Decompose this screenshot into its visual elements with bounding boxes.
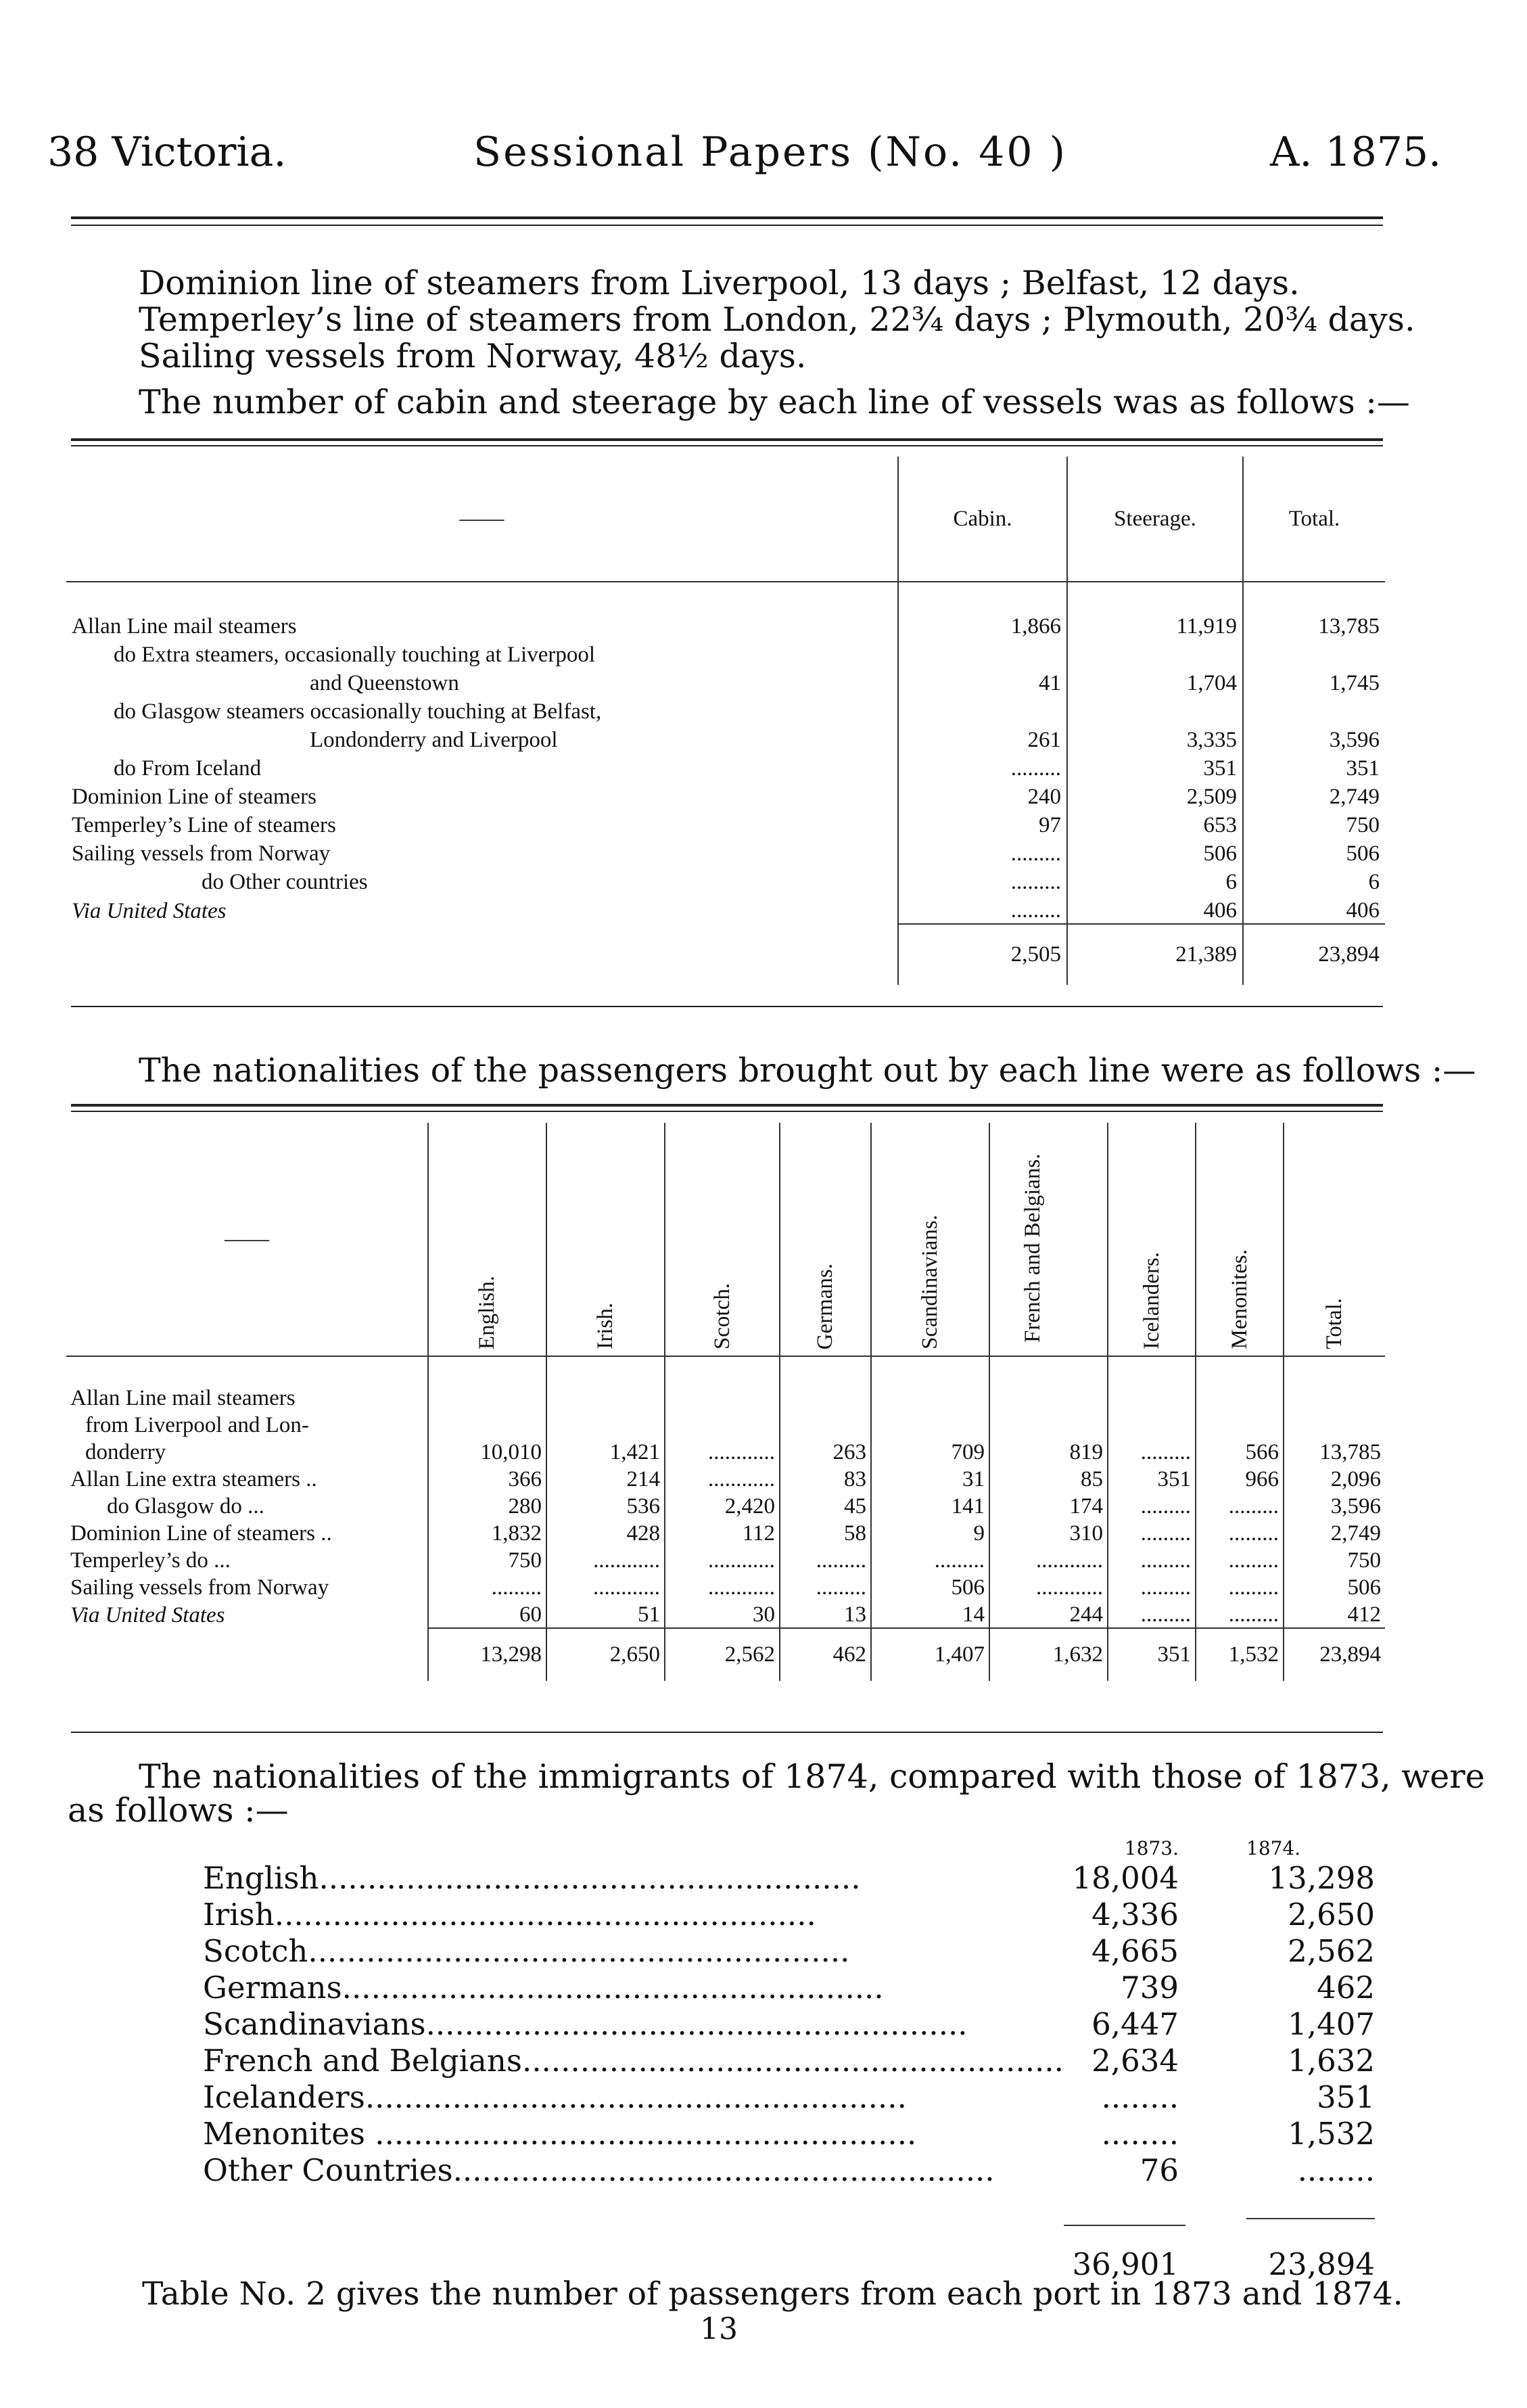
table2-dash: —— xyxy=(225,1226,269,1251)
value-1874: 13,298 xyxy=(1268,1859,1375,1896)
cell: 1,832 xyxy=(428,1519,546,1546)
row-label: and Queenstown xyxy=(310,671,459,695)
table2-top-rule-thin xyxy=(71,1111,1383,1112)
cell: ......... xyxy=(1108,1492,1196,1519)
cell: 966 xyxy=(1196,1465,1284,1492)
comparison-table xyxy=(203,1823,1375,2282)
steerage-cell: 3,335 xyxy=(1067,724,1243,753)
table-row xyxy=(66,1411,1385,1438)
comparison-intro-cont: as follows :— xyxy=(68,1791,289,1830)
table-row xyxy=(66,696,1385,724)
value-1874: 462 xyxy=(1317,1969,1375,2006)
cell: ......... xyxy=(1196,1519,1284,1546)
table-row xyxy=(203,2079,1375,2115)
value-1874: ........ xyxy=(1297,2152,1375,2188)
nationality-table xyxy=(66,1123,1385,1681)
cell: 9 xyxy=(871,1519,989,1546)
cabin-cell xyxy=(898,696,1067,724)
cell: 214 xyxy=(546,1465,665,1492)
total-cell: 1,407 xyxy=(871,1628,989,1681)
page-number: 13 xyxy=(700,2312,738,2346)
cell: 85 xyxy=(989,1465,1108,1492)
value-1874: 1,632 xyxy=(1288,2042,1375,2079)
row-label: donderry xyxy=(85,1440,166,1464)
row-label: Via United States xyxy=(70,1603,225,1627)
totals-row xyxy=(66,924,1385,985)
total-1873: 36,901 xyxy=(1072,2246,1179,2282)
table-row xyxy=(203,1932,1375,1969)
cell: 506 xyxy=(871,1573,989,1600)
cabin-cell: ......... xyxy=(898,895,1067,924)
cell: ......... xyxy=(1196,1600,1284,1628)
cell: 750 xyxy=(1284,1546,1385,1573)
total-cell: 1,632 xyxy=(989,1628,1108,1681)
table-row xyxy=(203,1896,1375,1932)
cell: 174 xyxy=(989,1492,1108,1519)
header-center: Sessional Papers (No. 40 ) xyxy=(473,129,1068,176)
intro-line-3: Sailing vessels from Norway, 48½ days. xyxy=(139,337,807,375)
table-row xyxy=(66,639,1385,668)
value-1873: 4,336 xyxy=(1091,1896,1179,1932)
cell: 709 xyxy=(871,1438,989,1465)
row-label: Temperley’s Line of steamers xyxy=(72,813,336,837)
cell: 31 xyxy=(871,1465,989,1492)
cell: ............ xyxy=(665,1465,780,1492)
table2-top-rule xyxy=(71,1104,1383,1107)
cell: 60 xyxy=(428,1600,546,1628)
cell: 428 xyxy=(546,1519,665,1546)
cell: 45 xyxy=(780,1492,871,1519)
cabin-cell: 240 xyxy=(898,781,1067,810)
header-total: Total. xyxy=(1322,1298,1346,1349)
table-row xyxy=(203,2042,1375,2079)
total-cell xyxy=(1243,696,1385,724)
cabin-total: 2,505 xyxy=(898,924,1067,985)
cabin-cell xyxy=(898,639,1067,668)
total-cell: 351 xyxy=(1243,753,1385,781)
value-1874: 351 xyxy=(1317,2079,1375,2115)
intro-line-2: Temperley’s line of steamers from London, 22¾ days ; Plymouth, 20¾ days. xyxy=(139,300,1415,339)
header-right: A. 1875. xyxy=(1270,129,1442,176)
cell: ............ xyxy=(665,1438,780,1465)
value-1873: ........ xyxy=(1101,2079,1179,2115)
cell: 13,785 xyxy=(1284,1438,1385,1465)
table-row xyxy=(66,1438,1385,1465)
cell: 506 xyxy=(1284,1573,1385,1600)
total-cell: 2,650 xyxy=(546,1628,665,1681)
comparison-intro: The nationalities of the immigrants of 1874, compared with those of 1873, were xyxy=(139,1757,1485,1796)
table-row xyxy=(203,2006,1375,2042)
total-cell: 462 xyxy=(780,1628,871,1681)
cabin-cell: ......... xyxy=(898,866,1067,895)
header-english: English. xyxy=(475,1275,499,1349)
cabin-cell: ......... xyxy=(898,838,1067,866)
cell: ......... xyxy=(1196,1573,1284,1600)
cell: 750 xyxy=(428,1546,546,1573)
table-row xyxy=(203,2152,1375,2188)
row-label: Londonderry and Liverpool xyxy=(310,728,558,752)
total-cell: 3,596 xyxy=(1243,724,1385,753)
cell: 30 xyxy=(665,1600,780,1628)
row-label: do Glasgow do ... xyxy=(107,1494,264,1519)
cell: 280 xyxy=(428,1492,546,1519)
value-1874: 2,650 xyxy=(1288,1896,1375,1932)
cell: ............ xyxy=(989,1573,1108,1600)
table1-dash: —— xyxy=(459,506,504,531)
table-row xyxy=(66,668,1385,696)
table-row xyxy=(66,1492,1385,1519)
header-steerage: Steerage. xyxy=(1067,457,1243,582)
table-row xyxy=(66,1465,1385,1492)
cell: 51 xyxy=(546,1600,665,1628)
row-label: do Glasgow steamers occasionally touching at Belfast, xyxy=(114,699,602,724)
cell: 351 xyxy=(1108,1465,1196,1492)
table-row xyxy=(66,895,1385,924)
header-irish: Irish. xyxy=(593,1303,617,1349)
row-label: Via United States xyxy=(72,899,227,923)
table1-top-rule-thin xyxy=(71,445,1383,446)
row-label: French and Belgians........................................................ xyxy=(203,2042,1064,2079)
header-french-belgians: French and Belgians. xyxy=(1020,1153,1045,1343)
value-1874: 1,532 xyxy=(1288,2115,1375,2152)
table-row xyxy=(66,1573,1385,1600)
nationality-intro: The nationalities of the passengers brought out by each line were as follows :— xyxy=(139,1051,1476,1090)
value-1873: 18,004 xyxy=(1072,1859,1179,1896)
value-1874: 2,562 xyxy=(1288,1932,1375,1969)
row-label: Other Countries........................................................ xyxy=(203,2152,995,2188)
total-cell: 23,894 xyxy=(1284,1628,1385,1681)
cell: ......... xyxy=(1108,1546,1196,1573)
cabin-cell: 97 xyxy=(898,810,1067,838)
cell: ............ xyxy=(546,1546,665,1573)
table-row xyxy=(66,866,1385,895)
row-label: do From Iceland xyxy=(114,756,262,781)
header-total: Total. xyxy=(1243,457,1385,582)
total-cell: 406 xyxy=(1243,895,1385,924)
cell: 244 xyxy=(989,1600,1108,1628)
totals-row xyxy=(66,1628,1385,1681)
total-cell: 13,298 xyxy=(428,1628,546,1681)
table-row xyxy=(66,611,1385,639)
value-1873: 6,447 xyxy=(1091,2006,1179,2042)
cell: ......... xyxy=(1108,1438,1196,1465)
cell: ......... xyxy=(1108,1600,1196,1628)
cell: ......... xyxy=(428,1573,546,1600)
steerage-cell: 11,919 xyxy=(1067,611,1243,639)
cell: ............ xyxy=(546,1573,665,1600)
cell: ......... xyxy=(1108,1519,1196,1546)
year-1874: 1874. xyxy=(1246,1837,1301,1859)
header-scotch: Scotch. xyxy=(709,1282,734,1349)
table-row xyxy=(66,810,1385,838)
row-label: Allan Line extra steamers .. xyxy=(70,1467,317,1491)
table-row xyxy=(66,724,1385,753)
total-cell: 2,749 xyxy=(1243,781,1385,810)
intro-line-1: Dominion line of steamers from Liverpool, 13 days ; Belfast, 12 days. xyxy=(139,264,1300,302)
cell: ......... xyxy=(1196,1492,1284,1519)
table-row xyxy=(66,1384,1385,1411)
total-cell: 1,532 xyxy=(1196,1628,1284,1681)
cell: 2,420 xyxy=(665,1492,780,1519)
value-1874: 1,407 xyxy=(1288,2006,1375,2042)
cell: 819 xyxy=(989,1438,1108,1465)
cell: 366 xyxy=(428,1465,546,1492)
value-1873: 2,634 xyxy=(1091,2042,1179,2079)
table-row xyxy=(203,1859,1375,1896)
row-label: Sailing vessels from Norway xyxy=(72,841,331,866)
header-icelanders: Icelanders. xyxy=(1139,1252,1164,1349)
cabin-cell: 41 xyxy=(898,668,1067,696)
value-1873: 76 xyxy=(1140,2152,1179,2188)
row-label: Scotch........................................................ xyxy=(203,1932,850,1969)
table-row xyxy=(66,1519,1385,1546)
cell: ......... xyxy=(1196,1546,1284,1573)
totals-row xyxy=(203,2225,1375,2282)
row-label: Menonites ........................................................ xyxy=(203,2115,917,2152)
cell: 112 xyxy=(665,1519,780,1546)
year-1873: 1873. xyxy=(1124,1837,1179,1859)
header-rule xyxy=(71,216,1383,219)
table-row xyxy=(203,1969,1375,2006)
header-left: 38 Victoria. xyxy=(47,129,287,176)
row-label: Irish........................................................ xyxy=(203,1896,816,1932)
steerage-cell: 351 xyxy=(1067,753,1243,781)
cell: 2,749 xyxy=(1284,1519,1385,1546)
cell: ......... xyxy=(871,1546,989,1573)
cell: ............ xyxy=(665,1546,780,1573)
steerage-cell: 506 xyxy=(1067,838,1243,866)
header-cabin: Cabin. xyxy=(898,457,1067,582)
header-rule-thin xyxy=(71,225,1383,226)
steerage-cell: 653 xyxy=(1067,810,1243,838)
steerage-cell: 2,509 xyxy=(1067,781,1243,810)
row-label: Dominion Line of steamers xyxy=(72,785,317,809)
cabin-cell: 1,866 xyxy=(898,611,1067,639)
cell: 412 xyxy=(1284,1600,1385,1628)
intro-line-4: The number of cabin and steerage by each line of vessels was as follows :— xyxy=(139,383,1410,421)
value-1873: 4,665 xyxy=(1091,1932,1179,1969)
total-cell: 6 xyxy=(1243,866,1385,895)
row-label: Sailing vessels from Norway xyxy=(70,1575,329,1600)
cell: 2,096 xyxy=(1284,1465,1385,1492)
table-row xyxy=(66,1600,1385,1628)
table-row xyxy=(66,1546,1385,1573)
cell: 58 xyxy=(780,1519,871,1546)
steerage-cell: 1,704 xyxy=(1067,668,1243,696)
total-1874: 23,894 xyxy=(1268,2246,1375,2282)
total-cell: 351 xyxy=(1108,1628,1196,1681)
row-label: Allan Line mail steamers xyxy=(72,614,297,639)
steerage-cell: 406 xyxy=(1067,895,1243,924)
cell: 83 xyxy=(780,1465,871,1492)
steerage-cell: 6 xyxy=(1067,866,1243,895)
grand-total: 23,894 xyxy=(1243,924,1385,985)
row-label: Germans........................................................ xyxy=(203,1969,884,2006)
table-row xyxy=(66,753,1385,781)
header-scandinavians: Scandinavians. xyxy=(918,1215,942,1349)
cell: ............ xyxy=(989,1546,1108,1573)
row-label: English........................................................ xyxy=(203,1859,861,1896)
cell: 1,421 xyxy=(546,1438,665,1465)
steerage-cell xyxy=(1067,639,1243,668)
total-cell xyxy=(1243,639,1385,668)
cell: 14 xyxy=(871,1600,989,1628)
table-row xyxy=(203,2115,1375,2152)
cell: ......... xyxy=(780,1546,871,1573)
cell: 566 xyxy=(1196,1438,1284,1465)
cell: 3,596 xyxy=(1284,1492,1385,1519)
total-cell: 13,785 xyxy=(1243,611,1385,639)
value-1873: ........ xyxy=(1101,2115,1179,2152)
total-cell: 750 xyxy=(1243,810,1385,838)
steerage-total: 21,389 xyxy=(1067,924,1243,985)
row-label: Allan Line mail steamers xyxy=(70,1386,296,1410)
value-1873: 739 xyxy=(1121,1969,1179,2006)
row-label: do Other countries xyxy=(202,870,368,894)
cell: 10,010 xyxy=(428,1438,546,1465)
table-row xyxy=(66,838,1385,866)
cabin-cell: ......... xyxy=(898,753,1067,781)
header-menonites: Menonites. xyxy=(1227,1249,1252,1349)
total-cell: 2,562 xyxy=(665,1628,780,1681)
cell: ............ xyxy=(665,1573,780,1600)
cell: 141 xyxy=(871,1492,989,1519)
cell: 13 xyxy=(780,1600,871,1628)
cell: 263 xyxy=(780,1438,871,1465)
header-germans: Germans. xyxy=(813,1263,837,1349)
row-label: Icelanders........................................................ xyxy=(203,2079,907,2115)
footer-note: Table No. 2 gives the number of passengers from each port in 1873 and 1874. xyxy=(142,2275,1403,2313)
cell: 310 xyxy=(989,1519,1108,1546)
total-cell: 506 xyxy=(1243,838,1385,866)
table-row xyxy=(66,781,1385,810)
cell: ......... xyxy=(780,1573,871,1600)
cell: 536 xyxy=(546,1492,665,1519)
cabin-steerage-table xyxy=(66,457,1385,985)
cabin-cell: 261 xyxy=(898,724,1067,753)
table2-bottom-rule xyxy=(71,1732,1383,1733)
row-label: do Extra steamers, occasionally touching at Liverpool xyxy=(114,643,596,667)
total-cell: 1,745 xyxy=(1243,668,1385,696)
table1-top-rule xyxy=(71,438,1383,441)
table1-bottom-rule xyxy=(71,1006,1383,1007)
steerage-cell xyxy=(1067,696,1243,724)
row-label: Temperley’s do ... xyxy=(70,1548,231,1573)
row-label: from Liverpool and Lon- xyxy=(85,1413,309,1437)
row-label: Dominion Line of steamers .. xyxy=(70,1521,332,1546)
row-label: Scandinavians........................................................ xyxy=(203,2006,968,2042)
cell: ......... xyxy=(1108,1573,1196,1600)
